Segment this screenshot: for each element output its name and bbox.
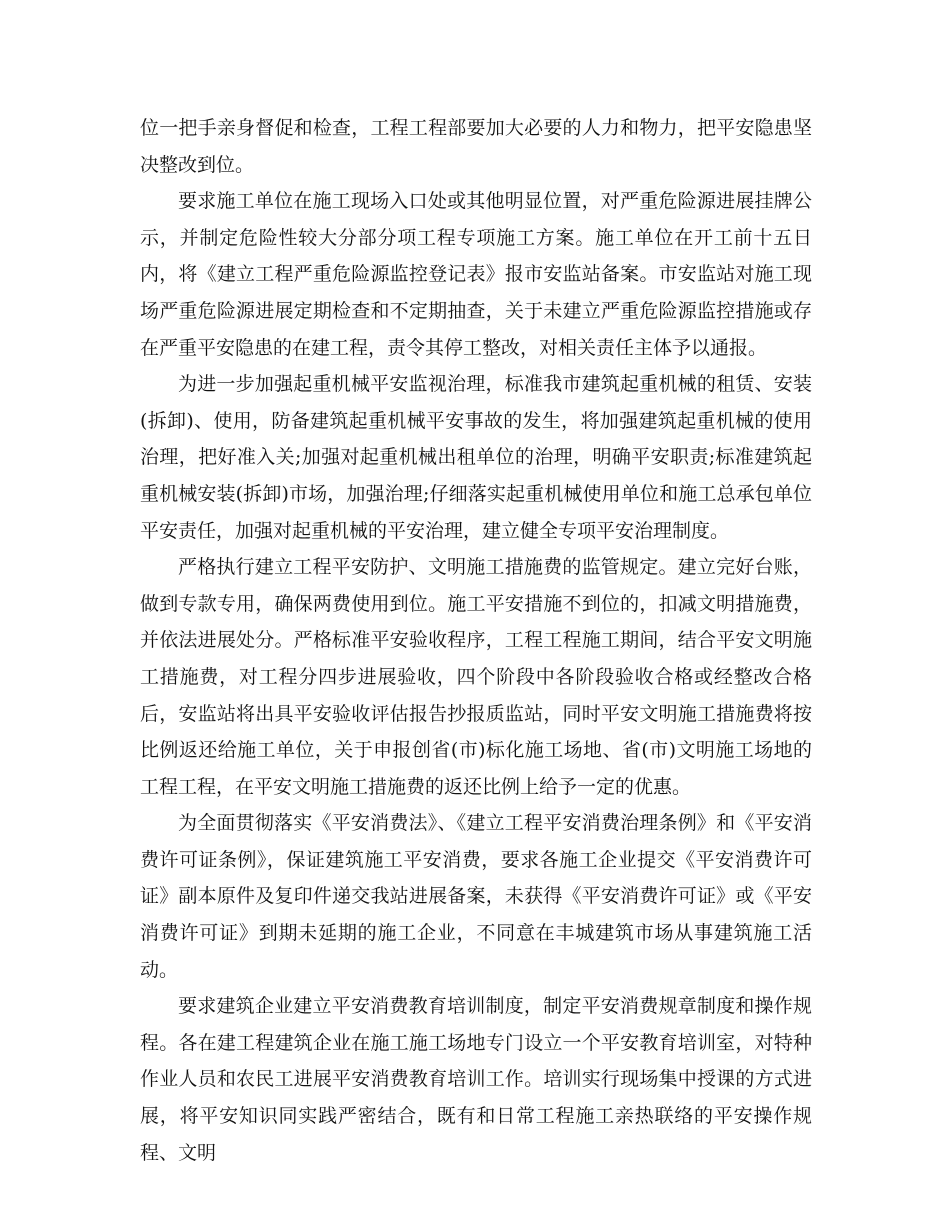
paragraph-3: 为进一步加强起重机械平安监视治理，标准我市建筑起重机械的租赁、安装(拆卸)、使用，防备建筑起重机械平安事故的发生，将加强建筑起重机械的使用治理，把好准入关;加强对起重机械出租单位的治理，明确平安职责;标准建筑起重机械安装(拆卸)市场，加强治理;仔细落实起重机械使用单位和施工总承包单位平安责任，加强对起重机械的平安治理，建立健全专项平安治理制度。 <box>140 373 812 542</box>
paragraph-4: 严格执行建立工程平安防护、文明施工措施费的监管规定。建立完好台账，做到专款专用，确保两费使用到位。施工平安措施不到位的，扣减文明措施费，并依法进展处分。严格标准平安验收程序，工程工程施工期间，结合平安文明施工措施费，对工程分四步进展验收，四个阶段中各阶段验收合格或经整改合格后，安监站将出具平安验收评估报告抄报质监站，同时平安文明施工措施费将按比例返还给施工单位，关于申报创省(市)标化施工场地、省(市)文明施工场地的工程工程，在平安文明施工措施费的返还比例上给予一定的优惠。 <box>140 556 812 798</box>
paragraph-5: 为全面贯彻落实《平安消费法》、《建立工程平安消费治理条例》和《平安消费许可证条例》，保证建筑施工平安消费，要求各施工企业提交《平安消费许可证》副本原件及复印件递交我站进展备案，未获得《平安消费许可证》或《平安消费许可证》到期未延期的施工企业，不同意在丰城建筑市场从事建筑施工活动。 <box>140 812 812 981</box>
paragraph-1: 位一把手亲身督促和检查，工程工程部要加大必要的人力和物力，把平安隐患坚决整改到位。 <box>140 117 812 176</box>
document-body <box>140 110 812 1171</box>
paragraph-6: 要求建筑企业建立平安消费教育培训制度，制定平安消费规章制度和操作规程。各在建工程建筑企业在施工施工场地专门设立一个平安教育培训室，对特种作业人员和农民工进展平安消费教育培训工作。培训实行现场集中授课的方式进展，将平安知识同实践严密结合，既有和日常工程施工亲热联络的平安操作规程、文明 <box>140 995 812 1164</box>
paragraph-2: 要求施工单位在施工现场入口处或其他明显位置，对严重危险源进展挂牌公示，并制定危险性较大分部分项工程专项施工方案。施工单位在开工前十五日内，将《建立工程严重危险源监控登记表》报市安监站备案。市安监站对施工现场严重危险源进展定期检查和不定期抽查，关于未建立严重危险源监控措施或存在严重平安隐患的在建工程，责令其停工整改，对相关责任主体予以通报。 <box>140 190 812 359</box>
